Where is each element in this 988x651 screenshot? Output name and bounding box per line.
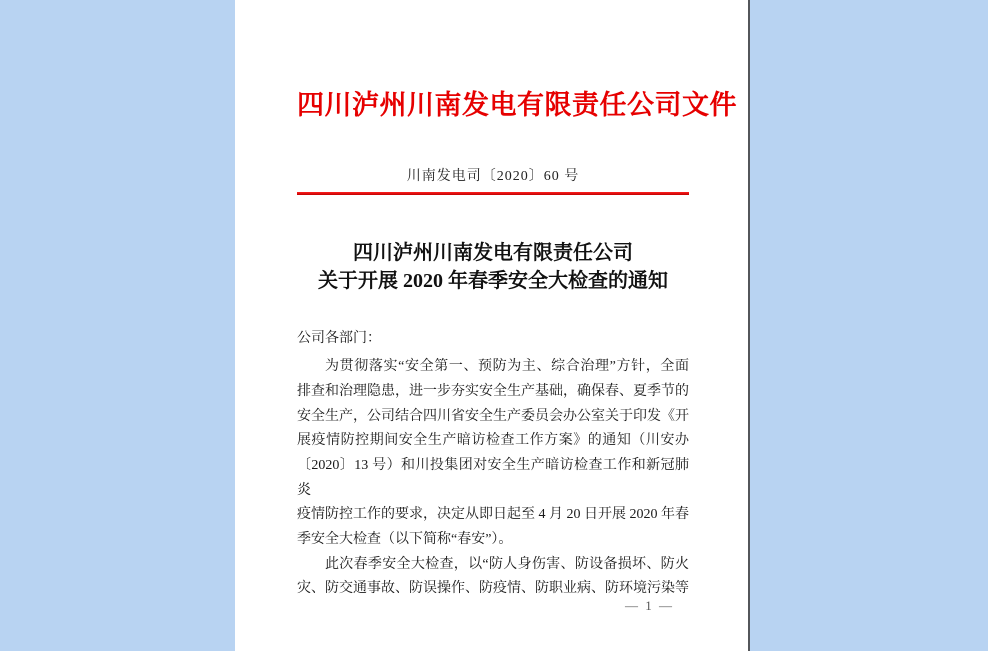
notice-title <box>297 239 689 295</box>
document-header-title: 四川泸州川南发电有限责任公司文件 <box>297 90 737 120</box>
document-number: 川南发电司〔2020〕60 号 <box>406 169 580 185</box>
body-line: 此次春季安全大检查，以“防人身伤害、防设备损坏、防火 <box>325 556 689 572</box>
body-line: 排查和治理隐患，进一步夯实安全生产基础，确保春、夏季节的 <box>297 383 689 399</box>
salutation: 公司各部门： <box>297 331 381 347</box>
body-line: 展疫情防控期间安全生产暗访检查工作方案》的通知（川安办 <box>297 433 689 449</box>
red-divider-rule <box>297 192 689 195</box>
body-line: 〔2020〕13 号）和川投集团对安全生产暗访检查工作和新冠肺炎 <box>297 457 689 498</box>
body-text <box>297 355 689 602</box>
body-line: 为贯彻落实“安全第一、预防为主、综合治理”方针，全面 <box>325 359 689 375</box>
body-line: 疫情防控工作的要求，决定从即日起至 4 月 20 日开展 2020 年春 <box>297 507 689 523</box>
notice-title-line1: 四川泸州川南发电有限责任公司 <box>353 242 633 265</box>
notice-title-line2: 关于开展 2020 年春季安全大检查的通知 <box>318 270 668 293</box>
page-number: — 1 — <box>625 598 674 613</box>
document-page <box>235 0 750 651</box>
body-line: 灾、防交通事故、防误操作、防疫情、防职业病、防环境污染等 <box>297 581 689 597</box>
body-line: 安全生产，公司结合四川省安全生产委员会办公室关于印发《开 <box>297 408 689 424</box>
body-line: 季安全大检查（以下简称“春安”）。 <box>297 532 513 548</box>
